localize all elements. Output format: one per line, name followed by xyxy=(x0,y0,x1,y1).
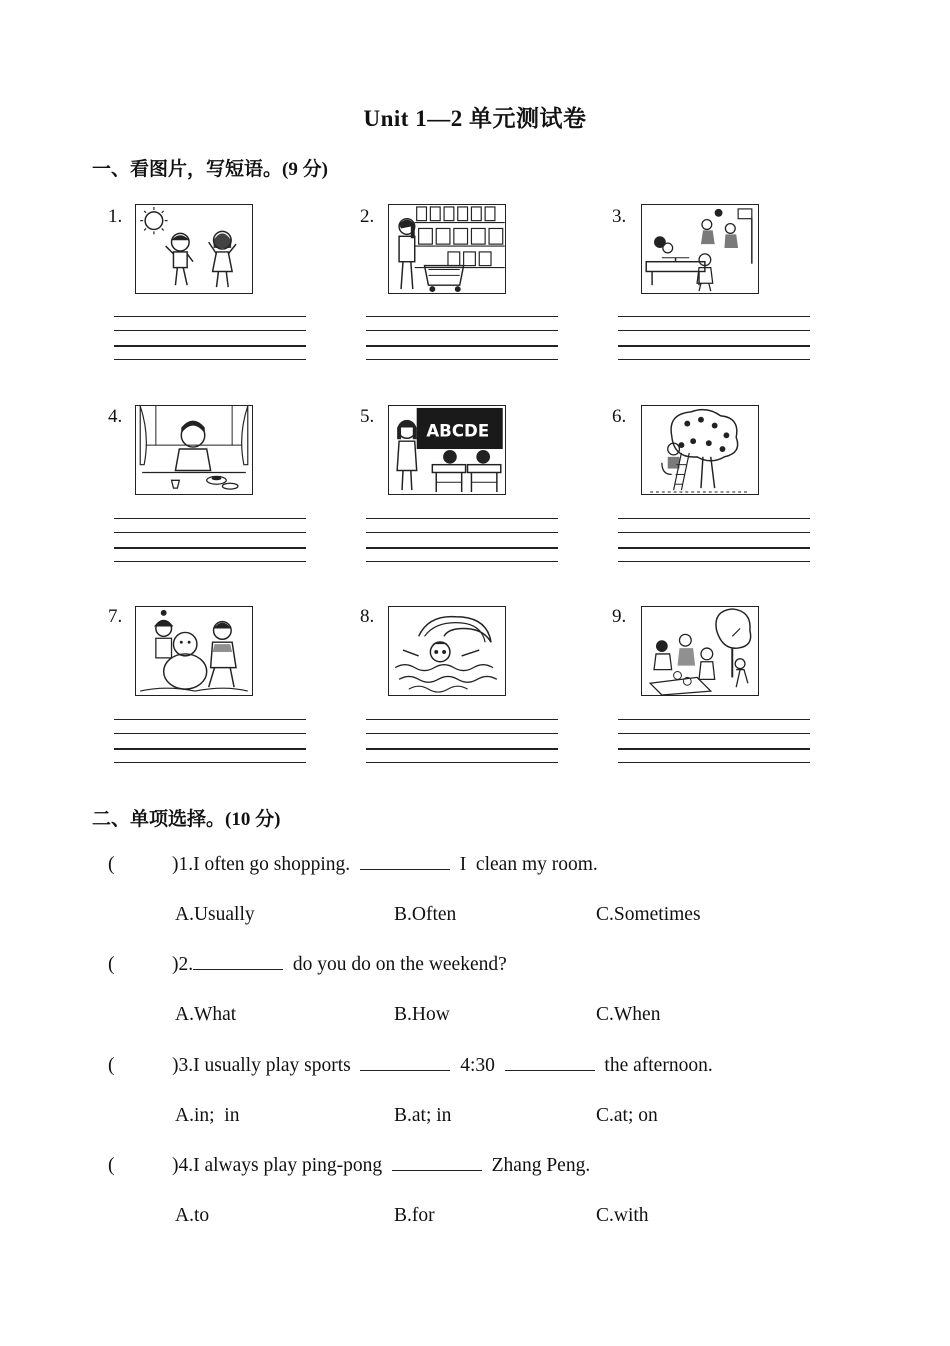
writing-line[interactable] xyxy=(366,518,558,519)
answer-blank[interactable] xyxy=(193,955,283,970)
item-number: 9. xyxy=(612,606,627,627)
writing-line[interactable] xyxy=(114,719,306,720)
section1-heading: 一、看图片，写短语。(9 分) xyxy=(92,159,328,180)
option-a[interactable]: A.Usually xyxy=(175,904,255,925)
writing-line[interactable] xyxy=(114,330,306,331)
item-number: 5. xyxy=(360,406,375,427)
item-number: 7. xyxy=(108,606,123,627)
writing-line[interactable] xyxy=(114,733,306,734)
writing-line[interactable] xyxy=(114,748,306,750)
writing-line[interactable] xyxy=(618,518,810,519)
item-number: 2. xyxy=(360,206,375,227)
writing-line[interactable] xyxy=(618,359,810,360)
answer-blank[interactable] xyxy=(360,1056,450,1071)
writing-line[interactable] xyxy=(618,316,810,317)
question-text: )2. xyxy=(172,954,194,975)
pick-apples-icon xyxy=(641,405,759,495)
morning-exercise-icon xyxy=(135,204,253,294)
question-text: do you do on the weekend? xyxy=(283,954,507,975)
writing-line[interactable] xyxy=(114,359,306,360)
item-number: 4. xyxy=(108,406,123,427)
writing-line[interactable] xyxy=(618,345,810,347)
option-a[interactable]: A.to xyxy=(175,1205,210,1226)
item-number: 3. xyxy=(612,206,627,227)
option-b[interactable]: B.Often xyxy=(394,904,457,925)
item-number: 8. xyxy=(360,606,375,627)
writing-line[interactable] xyxy=(366,359,558,360)
item-number: 1. xyxy=(108,206,123,227)
page-title: Unit 1—2 单元测试卷 xyxy=(363,106,587,131)
writing-line[interactable] xyxy=(114,561,306,562)
make-snowman-icon xyxy=(135,606,253,696)
option-a[interactable]: A.What xyxy=(175,1004,237,1025)
option-c[interactable]: C.When xyxy=(596,1004,661,1025)
question-text: 4:30 xyxy=(450,1055,505,1076)
question-2 xyxy=(172,954,507,976)
question-text: Zhang Peng. xyxy=(481,1155,591,1176)
question-1 xyxy=(172,854,598,876)
writing-line[interactable] xyxy=(366,733,558,734)
writing-line[interactable] xyxy=(366,330,558,331)
writing-line[interactable] xyxy=(618,733,810,734)
writing-line[interactable] xyxy=(618,532,810,533)
writing-line[interactable] xyxy=(114,532,306,533)
answer-paren[interactable]: ( xyxy=(108,1055,115,1076)
writing-line[interactable] xyxy=(366,719,558,720)
writing-line[interactable] xyxy=(618,762,810,763)
writing-line[interactable] xyxy=(114,762,306,763)
answer-blank[interactable] xyxy=(392,1156,482,1171)
picnic-icon xyxy=(641,606,759,696)
answer-paren[interactable]: ( xyxy=(108,954,115,975)
writing-line[interactable] xyxy=(618,330,810,331)
shopping-icon xyxy=(388,204,506,294)
writing-line[interactable] xyxy=(114,547,306,549)
question-text: I clean my room. xyxy=(449,854,598,875)
go-swimming-icon xyxy=(388,606,506,696)
question-text: )4.I always play ping-pong xyxy=(172,1155,392,1176)
question-text: )3.I usually play sports xyxy=(172,1055,361,1076)
answer-paren[interactable]: ( xyxy=(108,854,115,875)
writing-line[interactable] xyxy=(366,762,558,763)
writing-line[interactable] xyxy=(618,719,810,720)
writing-line[interactable] xyxy=(114,316,306,317)
writing-line[interactable] xyxy=(618,547,810,549)
option-b[interactable]: B.for xyxy=(394,1205,435,1226)
english-class-icon xyxy=(388,405,506,495)
writing-line[interactable] xyxy=(366,561,558,562)
eat-breakfast-icon xyxy=(135,405,253,495)
svg-text:ABCDE: ABCDE xyxy=(426,421,490,441)
writing-line[interactable] xyxy=(366,345,558,347)
option-b[interactable]: B.How xyxy=(394,1004,450,1025)
play-sports-icon xyxy=(641,204,759,294)
answer-blank[interactable] xyxy=(505,1056,595,1071)
option-b[interactable]: B.at; in xyxy=(394,1105,452,1126)
question-3 xyxy=(172,1055,713,1077)
option-a[interactable]: A.in; in xyxy=(175,1105,240,1126)
section2-heading: 二、单项选择。(10 分) xyxy=(92,809,281,830)
writing-line[interactable] xyxy=(114,518,306,519)
writing-line[interactable] xyxy=(366,532,558,533)
writing-line[interactable] xyxy=(618,561,810,562)
option-c[interactable]: C.Sometimes xyxy=(596,904,701,925)
question-4 xyxy=(172,1155,590,1177)
writing-line[interactable] xyxy=(366,748,558,750)
option-c[interactable]: C.at; on xyxy=(596,1105,658,1126)
question-text: )1.I often go shopping. xyxy=(172,854,360,875)
writing-line[interactable] xyxy=(114,345,306,347)
option-c[interactable]: C.with xyxy=(596,1205,649,1226)
answer-paren[interactable]: ( xyxy=(108,1155,115,1176)
item-number: 6. xyxy=(612,406,627,427)
question-text: the afternoon. xyxy=(594,1055,713,1076)
writing-line[interactable] xyxy=(366,316,558,317)
writing-line[interactable] xyxy=(366,547,558,549)
answer-blank[interactable] xyxy=(360,855,450,870)
writing-line[interactable] xyxy=(618,748,810,750)
